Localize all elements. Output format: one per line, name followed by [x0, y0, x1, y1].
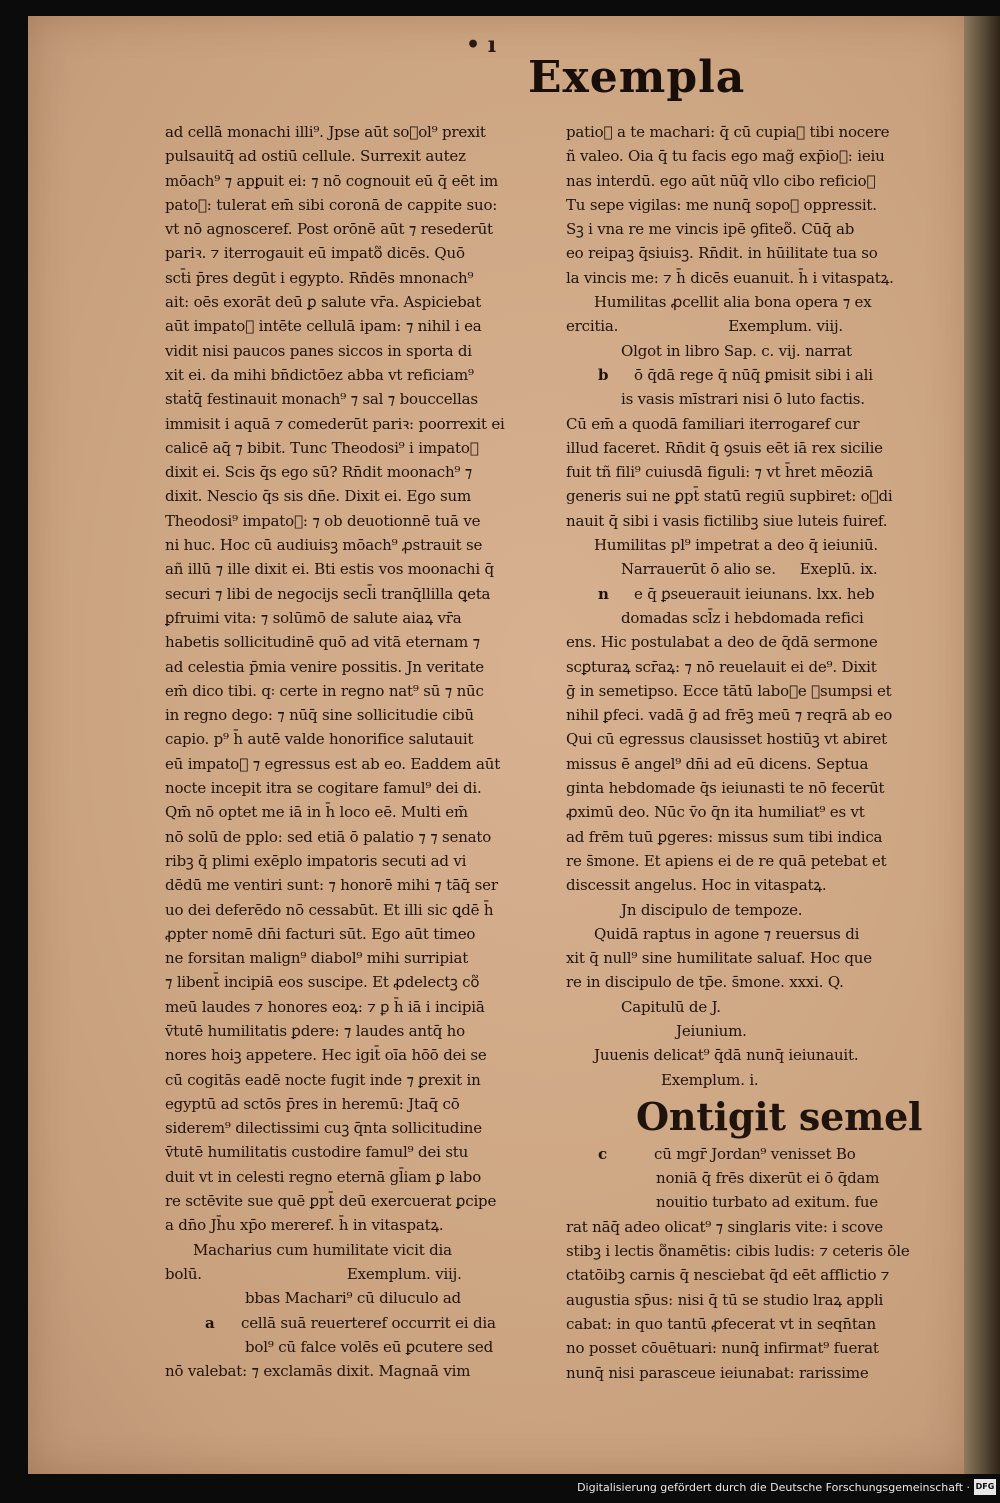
section-heading: Juuenis delicat⁹ q̄dā nunq̄ ieiunauit. [594, 1046, 859, 1065]
section-heading-cont [566, 314, 936, 338]
running-head: Exempla [528, 52, 746, 103]
heading-text: ercitia. [566, 317, 619, 336]
section-heading: Humilitas pl⁹ impetrat a deo q̄ ieiuniū. [594, 536, 878, 555]
text-line: nocte incepit itra se cogitare famul⁹ dei di. [165, 779, 482, 798]
text-line: vt nō agnosceref. Post orōnē aūt ⁊ resederūt [165, 220, 493, 239]
dfg-logo: DFG [974, 1479, 996, 1495]
text-line: cū cogitās eadē nocte fugit inde ⁊ ꝑrexit in [165, 1070, 481, 1089]
text-line: Cū em̄ a quodā familiari iterrogaref cur [566, 414, 860, 433]
text-line: nauit q̄ sibi i vasis fictilibꝫ siue luteis fuiref. [566, 511, 888, 530]
text-line: ni huc. Hoc cū audiuisꝫ mōach⁹ ꝓstrauit se [165, 536, 483, 555]
text-line: em̄ dico tibi. q꞉ certe in regno nat⁹ sū ⁊ nūc [165, 681, 484, 700]
text-line: ctatōibꝫ carnis q̄ nesciebat q̄d eēt afflictio ⁊ [566, 1266, 890, 1285]
text-line: stibꝫ i lectis o᷑namētis: cibis ludis: ⁊ ceteris ōle [566, 1242, 910, 1261]
text-line: ginta hebdomade q̄s ieiunasti te nō fecerūt [566, 779, 885, 798]
section-heading: Humilitas ꝓcellit alia bona opera ⁊ ex [594, 293, 872, 312]
exemplum-label: Exeplū. ix. [799, 560, 878, 579]
large-heading: Ontigit semel [636, 1093, 923, 1139]
text-line-with-initial [566, 582, 936, 606]
text-line: ñ valeo. Oia q̄ tu facis ego mag̃ exp̄io᷑: ieiu [566, 147, 885, 166]
exemplum-label: Exemplum. viij. [728, 317, 844, 336]
section-heading-cont [566, 557, 936, 581]
text-line: ad frēm tuū ꝑgeres: missus sum tibi indica [566, 827, 883, 846]
text-line: domadas scl̄z i hebdomada refici [621, 608, 864, 627]
text-line: capio. p⁹ h̄ autē valde honorifice salutauit [165, 730, 474, 749]
drop-initial: n [598, 584, 609, 603]
text-line: securi ⁊ libi de negocijs secl̄i tranq̄llilla ꝗeta [165, 584, 491, 603]
exemplum-label: Exemplum. i. [661, 1070, 759, 1089]
text-line: ḡ in semetipso. Ecce tātū labo᷑e ꝯsumpsi et [566, 681, 892, 700]
text-line: discessit angelus. Hoc in vitaspatꝝ. [566, 876, 827, 895]
text-line: cabat: in quo tantū ꝓfecerat vt in seqn̄tan [566, 1314, 876, 1333]
text-line: missus ē angel⁹ dn̄i ad eū dicens. Septua [566, 754, 869, 773]
text-line: la vincis me: ⁊ h̄ dicēs euanuit. h̄ i vitaspatꝝ. [566, 268, 894, 287]
text-line: dixit. Nescio q̄s sis dn̄e. Dixit ei. Ego sum [165, 487, 472, 506]
text-line: duit vt in celesti regno eternā gl̄iam ꝑ labo [165, 1167, 482, 1186]
text-line: meū laudes ⁊ honores eoꝝ: ⁊ ꝑ h̄ iā i incipiā [165, 997, 485, 1016]
text-line: illud faceret. Rn̄dit q̄ ꝯsuis eēt iā rex sicilie [566, 438, 883, 457]
text-line: cū mgr̄ Jordan⁹ venisset Bo [654, 1144, 856, 1163]
text-line: dixit ei. Scis q̄s ego sū? Rn̄dit moonach⁹ ⁊ [165, 463, 473, 482]
text-line: re sctēvite sue quē ꝑpt̄ deū exercuerat ꝑcipe [165, 1192, 497, 1211]
page-edge-shadow [964, 16, 1000, 1474]
digitization-credit: Digitalisierung gefördert durch die Deutsche Forschungsgemeinschaft · [577, 1481, 970, 1494]
text-line: ad celestia p̄mia venire possitis. Jn veritate [165, 657, 484, 676]
text-line: fuit tñ fili⁹ cuiusdā figuli: ⁊ vt h̄ret mēoziā [566, 463, 874, 482]
text-line: re s̄mone. Et apiens ei de re quā petebat et [566, 851, 887, 870]
text-line: mōach⁹ ⁊ apꝑuit ei: ⁊ nō cognouit eū q̄ eēt im [165, 171, 498, 190]
heading-text: bolū. [165, 1264, 202, 1283]
text-line: nō valebat: ⁊ exclamās dixit. Magnaā vim [165, 1362, 471, 1381]
text-line-with-initial [566, 363, 936, 387]
text-line: Tu sepe vigilas: me nunq̄ sopo᷑ oppressit. [566, 195, 877, 214]
text-line: patio᷑ a te machari: q̄ cū cupiaꝫ tibi nocere [566, 123, 890, 141]
text-line: nunq̄ nisi parasceue ieiunabat: rarissime [566, 1363, 869, 1382]
text-line: pulsauitq̄ ad ostiū cellule. Surrexit autez [165, 147, 466, 166]
text-line: ꝓximū deo. Nūc v̄o q̄n ita humiliat⁹ es vt [566, 803, 865, 822]
text-line: uo dei deferēdo nō cessabūt. Et illi sic ꝗdē h̄ [165, 900, 494, 919]
chapter-subtitle: Jeiunium. [676, 1021, 747, 1040]
text-line: sct̄i p̄res degūt i egypto. Rn̄dēs mnonach⁹ [165, 268, 474, 287]
text-line: ꝓpter nomē dn̄i facturi sūt. Ego aūt timeo [165, 924, 476, 943]
text-line: is vasis mīstrari nisi ō luto factis. [621, 390, 865, 409]
text-line-with-initial [165, 1311, 560, 1335]
text-line: nas interdū. ego aūt nūq̄ vllo cibo reficio᷑ [566, 171, 876, 190]
text-line: vidit nisi paucos panes siccos in sporta di [165, 341, 472, 360]
text-line: dēdū me ventiri sunt: ⁊ honorē mihi ⁊ tāq̄ ser [165, 876, 498, 895]
text-line: bol⁹ cū falce volēs eū ꝑcutere sed [245, 1337, 494, 1356]
text-line: a dn̄o Jh̄u xp̄o mereref. h̄ in vitaspatꝝ. [165, 1216, 444, 1235]
heading-text: Narrauerūt ō alio se. [621, 560, 776, 579]
right-column [566, 120, 936, 1385]
text-line: augustia sp̄us: nisi q̄ tū se studio lraꝝ appli [566, 1290, 884, 1309]
left-column [165, 120, 560, 1383]
text-line: nihil ꝑfeci. vadā ḡ ad frēꝫ meū ⁊ reqrā ab eo [566, 706, 893, 725]
drop-initial: c [598, 1144, 607, 1163]
text-line: nouitio turbato ad exitum. fue [656, 1193, 878, 1212]
text-line: scꝑturaꝝ scr̄aꝝ: ⁊ nō reuelauit ei de⁹. Dixit [566, 657, 877, 676]
drop-initial: a [205, 1313, 215, 1332]
section-heading-cont [165, 1262, 560, 1286]
section-heading: Jn discipulo de tempoze. [621, 900, 803, 919]
text-line: ne forsitan malign⁹ diabol⁹ mihi surripiat [165, 949, 469, 968]
text-line: ribꝫ q̄ plimi exēplo impatoris secuti ad vi [165, 851, 467, 870]
chapter-title: Capitulū de J. [621, 997, 721, 1016]
text-line: xit q̄ null⁹ sine humilitate saluaf. Hoc que [566, 949, 872, 968]
text-line: noniā q̄ frēs dixerūt ei ō q̄dam [656, 1169, 880, 1188]
text-line: pato᷑: tulerat em̄ sibi coronā de cappite suo: [165, 195, 498, 214]
text-line: no posset cōuētuari: nunq̄ infirmat⁹ fuerat [566, 1339, 879, 1358]
text-line: xit ei. da mihi bn̄dictōez abba vt reficiam⁹ [165, 365, 474, 384]
text-line: staṫq̄ festinauit monach⁹ ⁊ sal ⁊ bouccellas [165, 390, 478, 409]
text-line: bbas Machari⁹ cū diluculo ad [245, 1289, 461, 1308]
text-line: immisit i aquā ⁊ comederūt pariꝛ: poorrexit ei [165, 414, 505, 433]
text-line: nores hoiꝫ appetere. Hec igit̄ oīa hōō dei se [165, 1046, 487, 1065]
text-line: siderem⁹ dilectissimi cuꝫ q̄nta sollicitudine [165, 1119, 482, 1138]
text-line: Quidā raptus in agone ⁊ reuersus di [594, 924, 860, 943]
text-line: ens. Hic postulabat a deo de q̄dā sermone [566, 633, 878, 652]
folio-mark: • ı [466, 32, 497, 58]
text-line: añ illū ⁊ ille dixit ei. Bti estis vos moonachi q̄ [165, 560, 494, 579]
text-line: Sꝫ i vna re me vincis ipē ꝯfiteo᷑. Cūq̄ ab [566, 220, 855, 239]
drop-initial: b [598, 365, 609, 384]
text-line: e q̄ ꝑseuerauit ieiunans. lxx. heb [634, 584, 875, 603]
section-heading: Macharius cum humilitate vicit dia [193, 1240, 452, 1259]
text-line: ō q̄dā rege q̄ nūq̄ ꝑmisit sibi i ali [634, 365, 873, 384]
text-line: cellā suā reuerteref occurrit ei dia [241, 1313, 496, 1332]
text-line: ꝑfruimi vita: ⁊ solūmō de salute aiaꝝ vr̄a [165, 608, 462, 627]
text-line: generis sui ne ꝑpt̄ statū regiū supbiret: o᷑di [566, 487, 893, 506]
text-line: egyptū ad sctōs p̄res in heremū: Jtaq̄ cō [165, 1094, 460, 1113]
text-line: in regno dego: ⁊ nūq̄ sine sollicitudie cibū [165, 706, 474, 725]
text-line: Qui cū egressus clausisset hostiūꝫ vt abiret [566, 730, 887, 749]
text-line: eo reipaꝫ q̄siuisꝫ. Rn̄dit. in hūilitate tua so [566, 244, 878, 263]
text-line: calicē aq̄ ⁊ bibit. Tunc Theodosi⁹ i impato᷑ [165, 438, 479, 457]
text-line-with-initial [566, 1142, 936, 1166]
text-line: Olgot in libro Sap. c. vij. narrat [621, 341, 852, 360]
text-line: habetis sollicitudinē quō ad vitā eternam ⁊ [165, 633, 480, 652]
text-line: aūt impato᷑ intēte cellulā ipam: ⁊ nihil i ea [165, 317, 482, 336]
text-line: ait: oēs exorāt deū ꝑ salute vr̄a. Aspiciebat [165, 293, 482, 312]
text-line: nō solū de pplo: sed etiā ō palatio ⁊ ⁊ senato [165, 827, 492, 846]
text-line: rat nāq̄ adeo olicat⁹ ⁊ singlaris vite: i scove [566, 1217, 883, 1236]
text-line: v̄tutē humilitatis ꝑdere: ⁊ laudes antq̄ ho [165, 1021, 465, 1040]
text-line: v̄tutē humilitatis custodire famul⁹ dei stu [165, 1143, 469, 1162]
exemplum-label: Exemplum. viij. [346, 1264, 462, 1283]
text-line: Qm̄ nō optet me iā in h̄ loco eē. Multi em̄ [165, 803, 468, 822]
text-line: ad cellā monachi illi⁹. Jpse aūt so᷑ol⁹ prexit [165, 123, 486, 141]
text-line: eū impato᷑ ⁊ egressus est ab eo. Eaddem aūt [165, 754, 501, 773]
text-line: pariꝛ. ⁊ iterrogauit eū impato᷑ dicēs. Quō [165, 244, 465, 263]
text-line: ⁊ libent̄ incipiā eos suscipe. Et ꝓdelectꝫ co᷑ [165, 973, 480, 992]
text-line: Theodosi⁹ impato᷑: ⁊ ob deuotionnē tuā ve [165, 511, 481, 530]
text-line: re in discipulo de tp̄e. s̄mone. xxxi. Q. [566, 973, 844, 992]
